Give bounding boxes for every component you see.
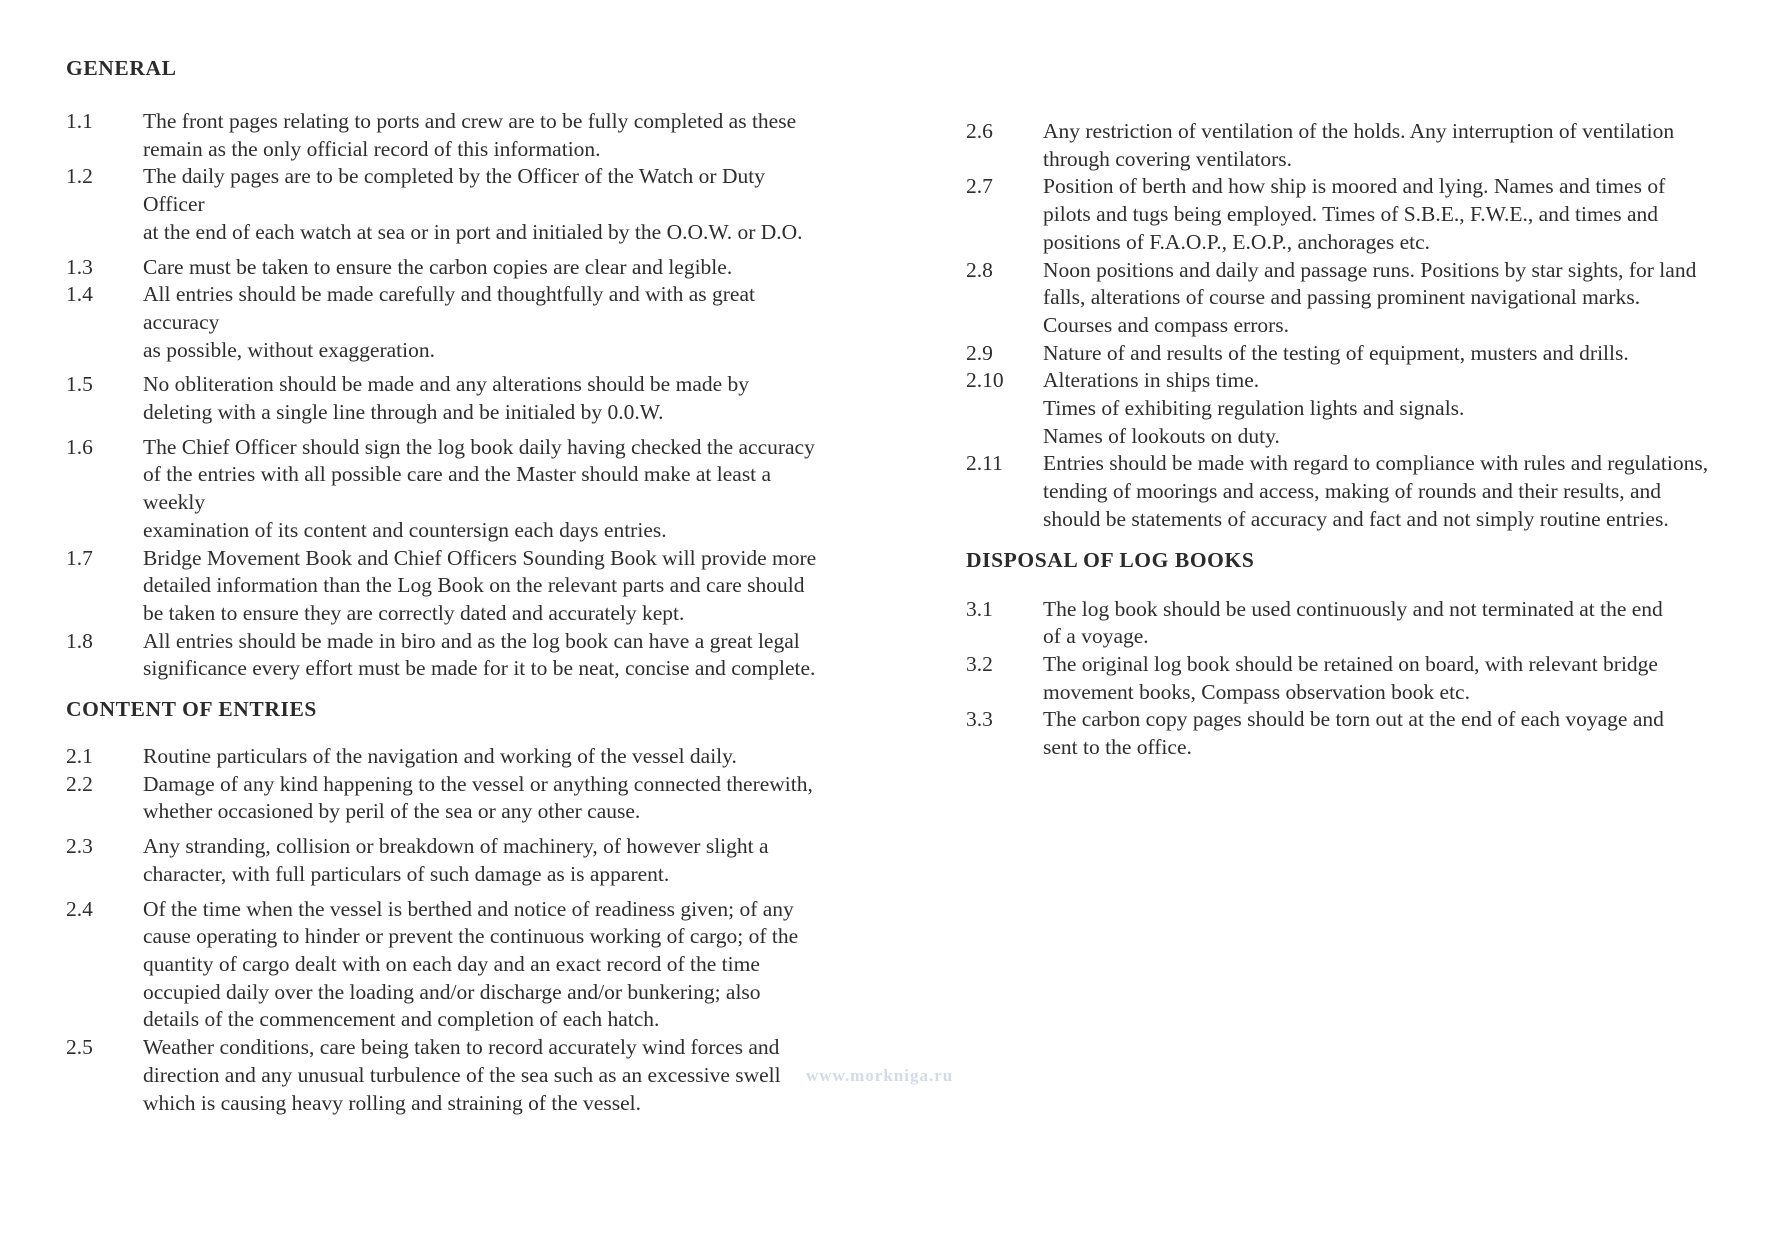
- entry-number: 2.1: [66, 744, 93, 769]
- entry-text: All entries should be made in biro and as the log book can have a great legal significance every effort must be made for it to be neat, concise and complete.: [143, 628, 816, 681]
- entry-number: 2.7: [966, 174, 993, 199]
- entry-text: The log book should be used continuously and not terminated at the end of a voyage.: [1043, 596, 1663, 649]
- entry-text: No obliteration should be made and any alterations should be made by deleting with a single line through and be initialed by 0.0.W.: [143, 372, 750, 425]
- section-heading-content-of-entries: CONTENT OF ENTRIES: [66, 697, 317, 722]
- entry-1-4: [66, 281, 826, 364]
- entry-text: Alterations in ships time. Times of exhibiting regulation lights and signals. Names of lookouts on duty.: [1043, 368, 1465, 448]
- entry-text: Any restriction of ventilation of the holds. Any interruption of ventilation through covering ventilators.: [1043, 119, 1675, 171]
- entry-number: 1.1: [66, 109, 93, 133]
- entry-text: Bridge Movement Book and Chief Officers Sounding Book will provide more detailed information than the Log Book on the relevant parts and care should be taken to ensure they are correctly dated and accurately kept.: [143, 545, 817, 625]
- entry-1-8: [66, 628, 826, 683]
- entry-text: The original log book should be retained on board, with relevant bridge movement books, Compass observation book etc.: [1043, 651, 1658, 704]
- entry-3-3: [966, 706, 1726, 761]
- entry-3-2: [966, 651, 1726, 706]
- entry-text: All entries should be made carefully and thoughtfully and with as great accuracy as possible, without exaggeration.: [143, 282, 755, 362]
- entry-number: 3.3: [966, 707, 993, 732]
- entry-2-8: [966, 257, 1726, 340]
- entry-2-6: [966, 118, 1726, 173]
- section-heading-general: GENERAL: [66, 56, 177, 80]
- entry-number: 1.4: [66, 282, 93, 307]
- entry-2-9: [966, 340, 1726, 368]
- entry-number: 1.8: [66, 628, 93, 653]
- entry-number: 3.1: [966, 596, 993, 621]
- entry-1-6: [66, 434, 826, 545]
- entry-number: 2.10: [966, 368, 1004, 393]
- entry-number: 2.11: [966, 451, 1003, 476]
- entry-3-1: [966, 596, 1726, 651]
- entry-2-2: [66, 771, 826, 826]
- entry-1-5: [66, 371, 826, 426]
- entry-2-1: [66, 743, 826, 771]
- entry-number: 2.2: [66, 771, 93, 796]
- entry-text: Position of berth and how ship is moored and lying. Names and times of pilots and tugs being employed. Times of S.B.E., F.W.E., and times and positions of F.A.O.P., E.O.P., anchorages etc.: [1043, 174, 1666, 254]
- entry-number: 1.3: [66, 254, 93, 279]
- entry-text: The carbon copy pages should be torn out at the end of each voyage and sent to the office.: [1043, 707, 1664, 760]
- entry-1-2: [66, 163, 826, 246]
- entry-text: Weather conditions, care being taken to record accurately wind forces and direction and any unusual turbulence of the sea such as an excessive swell which is causing heavy rolling and straining of the vessel.: [143, 1035, 781, 1115]
- right-column: [966, 118, 1726, 762]
- entry-number: 1.6: [66, 434, 93, 459]
- entry-number: 2.5: [66, 1035, 93, 1060]
- entry-text: Care must be taken to ensure the carbon copies are clear and legible.: [143, 254, 733, 279]
- entry-number: 3.2: [966, 651, 993, 676]
- entry-2-7: [966, 173, 1726, 256]
- entry-text: The daily pages are to be completed by the Officer of the Watch or Duty Officer at the end of each watch at sea or in port and initialed by the O.O.W. or D.O.: [143, 164, 803, 244]
- entry-2-11: [966, 450, 1726, 533]
- entry-number: 2.8: [966, 257, 993, 282]
- entry-number: 2.3: [66, 834, 93, 859]
- entry-number: 1.2: [66, 164, 93, 189]
- entry-1-3: [66, 254, 826, 282]
- entry-2-4: [66, 896, 826, 1035]
- entry-2-10: [966, 367, 1726, 450]
- entry-number: 2.6: [966, 119, 993, 143]
- entry-number: 1.7: [66, 545, 93, 570]
- watermark-text: www.morkniga.ru: [806, 1066, 954, 1085]
- entry-text: Routine particulars of the navigation and working of the vessel daily.: [143, 744, 737, 769]
- entry-text: The front pages relating to ports and crew are to be fully completed as these remain as the only official record of this information.: [143, 109, 797, 161]
- entry-1-7: [66, 545, 826, 628]
- entry-text: Noon positions and daily and passage runs. Positions by star sights, for land falls, alterations of course and passing prominent navigational marks. Courses and compass errors.: [1043, 257, 1697, 337]
- entry-number: 1.5: [66, 372, 93, 397]
- entry-text: Damage of any kind happening to the vessel or anything connected therewith, whether occasioned by peril of the sea or any other cause.: [143, 771, 813, 824]
- entry-number: 2.9: [966, 340, 993, 365]
- left-column: [66, 56, 826, 1117]
- entry-text: Entries should be made with regard to compliance with rules and regulations, tending of moorings and access, making of rounds and their results, and should be statements of accuracy and fact and not simply routine entries.: [1043, 451, 1709, 531]
- entry-text: The Chief Officer should sign the log book daily having checked the accuracy of the entries with all possible care and the Master should make at least a weekly examination of its content and countersign each days entries.: [143, 434, 815, 542]
- entry-text: Any stranding, collision or breakdown of machinery, of however slight a character, with full particulars of such damage as is apparent.: [143, 834, 769, 886]
- entry-2-5: [66, 1034, 826, 1117]
- section-heading-disposal-of-log-books: DISPOSAL OF LOG BOOKS: [966, 547, 1255, 572]
- entry-text: Of the time when the vessel is berthed and notice of readiness given; of any cause operating to hinder or prevent the continuous working of cargo; of the quantity of cargo dealt with on each day and an exact record of the time occupied daily over the loading and/or discharge and/or bunkering; also details of the commencement and completion of each hatch.: [143, 896, 799, 1032]
- entry-number: 2.4: [66, 896, 93, 921]
- entry-2-3: [66, 833, 826, 888]
- entry-1-1: [66, 108, 826, 163]
- entry-text: Nature of and results of the testing of equipment, musters and drills.: [1043, 340, 1629, 365]
